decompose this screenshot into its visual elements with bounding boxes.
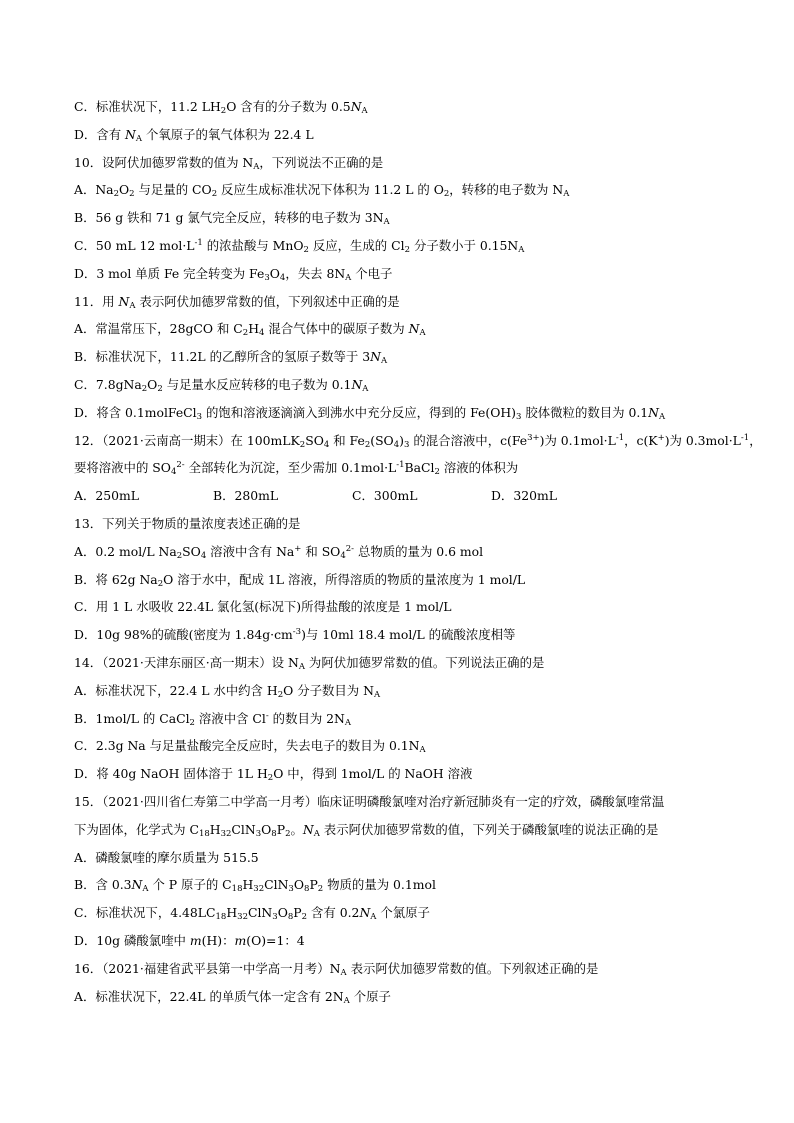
answer-option: A．250mL bbox=[74, 488, 139, 504]
text-line: A．$Na_2O_2$ 与足量的 $CO_2$ 反应生成标准状况下体积为 11.2 L 的 $O_2$，转移的电子数为 $N_A$ bbox=[74, 182, 570, 200]
text-line: 13．下列关于物质的量浓度表述正确的是 bbox=[74, 515, 301, 531]
text-line: D．3 mol 单质 Fe 完全转变为 $Fe_3O_4$，失去 $8N_A$ 个电子 bbox=[74, 265, 393, 283]
text-line: B．56 g 铁和 71 g 氯气完全反应，转移的电子数为 $3N_A$ bbox=[74, 210, 390, 228]
text-line: D．将 40g NaOH 固体溶于 1L $H_2O$ 中，得到 1mol/L 的 NaOH 溶液 bbox=[74, 766, 473, 784]
text-line: D．将含 0.1molFeCl$_3$ 的饱和溶液逐滴滴入到沸水中充分反应，得到的 $Fe(OH)_3$ 胶体微粒的数目为 $0.1N_A$ bbox=[74, 404, 666, 422]
text-line: 10．设阿伏加德罗常数的值为 $N_A$，下列说法不正确的是 bbox=[74, 154, 384, 172]
text-line: B．将 62g $Na_2O$ 溶于水中，配成 1L 溶液，所得溶质的物质的量浓度为 1 mol/L bbox=[74, 571, 526, 589]
text-line: C．$7.8gNa_2O_2$ 与足量水反应转移的电子数为 $0.1N_A$ bbox=[74, 376, 369, 394]
text-line: A．标准状况下，22.4 L 水中约含 $H_2O$ 分子数目为 $N_A$ bbox=[74, 682, 381, 700]
text-line: 12．（2021·云南高一期末）在 $100mLK_2SO_4$ 和 $Fe_2(SO_4)_3$ 的混合溶液中，$c(Fe^{3+})$为 $0.1mol\cdot L^{-1}$，c(K+)为 $0.3mol\cdot L^{-1}$， bbox=[74, 432, 762, 450]
text-line: 下为固体，化学式为 $C_{18}H_{32}ClN_3O_8P_2$。$N_A$ 表示阿伏加德罗常数的值，下列关于磷酸氯喹的说法正确的是 bbox=[74, 821, 659, 839]
text-line bbox=[74, 482, 774, 510]
text-line: D．10g 98%的硫酸(密度为 $1.84g\cdot cm^{-3}$)与 10ml 18.4 mol/L 的硫酸浓度相等 bbox=[74, 627, 516, 643]
document-page bbox=[74, 93, 774, 1010]
text-line: C．用 1 L 水吸收 22.4L 氯化氢(标况下)所得盐酸的浓度是 1 mol/L bbox=[74, 599, 452, 615]
text-line: B．1mol/L 的 CaCl$_2$ 溶液中含 Cl- 的数目为 $2N_A$ bbox=[74, 710, 352, 728]
text-line: A．常温常压下，28gCO 和 $C_2H_4$ 混合气体中的碳原子数为 $N_A$ bbox=[74, 321, 426, 339]
text-line: C．标准状况下，11.2 $LH_2O$ 含有的分子数为 $0.5N_A$ bbox=[74, 99, 368, 116]
answer-option: B．280mL bbox=[213, 488, 279, 504]
text-line: B．含 $0.3N_A$ 个 P 原子的 $C_{18}H_{32}ClN_3O_8P_2$ 物质的量为 0.1mol bbox=[74, 877, 436, 895]
text-line: 14．（2021·天津东丽区·高一期末）设 $N_A$ 为阿伏加德罗常数的值。下列说法正确的是 bbox=[74, 654, 545, 672]
text-line: A．磷酸氯喹的摩尔质量为 515.5 bbox=[74, 849, 259, 865]
text-line: 要将溶液中的 $SO_4^{2-}$ 全部转化为沉淀，至少需加 $0.1mol\cdot L^{-1}BaCl_2$ 溶液的体积为 bbox=[74, 460, 519, 478]
text-line: 16．（2021·福建省武平县第一中学高一月考）$N_A$ 表示阿伏加德罗常数的值。下列叙述正确的是 bbox=[74, 960, 599, 978]
text-line: B．标准状况下，11.2L 的乙醇所含的氢原子数等于 $3N_A$ bbox=[74, 349, 388, 367]
text-line: C．2.3g Na 与足量盐酸完全反应时，失去电子的数目为 $0.1N_A$ bbox=[74, 738, 426, 756]
text-line: D．10g 磷酸氯喹中 m(H)：m(O)=1：4 bbox=[74, 932, 305, 948]
text-line: 15．（2021·四川省仁寿第二中学高一月考）临床证明磷酸氯喹对治疗新冠肺炎有一定的疗效，磷酸氯喹常温 bbox=[74, 793, 665, 809]
text-line: C．50 mL 12 $mol\cdot L^{-1}$ 的浓盐酸与 MnO$_2$ 反应，生成的 $Cl_2$ 分子数小于 $0.15N_A$ bbox=[74, 237, 525, 255]
answer-option: C．300mL bbox=[352, 488, 418, 504]
answer-option: D．320mL bbox=[491, 488, 557, 504]
text-line: C．标准状况下，$4.48LC_{18}H_{32}ClN_3O_8P_2$ 含有 $0.2N_A$ 个氯原子 bbox=[74, 905, 430, 923]
text-line: D．含有 $N_A$ 个氧原子的氧气体积为 22.4 L bbox=[74, 126, 314, 144]
text-line: A．标准状况下，22.4L 的单质气体一定含有 $2N_A$ 个原子 bbox=[74, 988, 391, 1006]
text-line: 11．用 $N_A$ 表示阿伏加德罗常数的值，下列叙述中正确的是 bbox=[74, 293, 400, 311]
text-line: A．0.2 mol/L $Na_2SO_4$ 溶液中含有 Na+ 和 $SO_4^{2-}$ 总物质的量为 0.6 mol bbox=[74, 543, 484, 561]
